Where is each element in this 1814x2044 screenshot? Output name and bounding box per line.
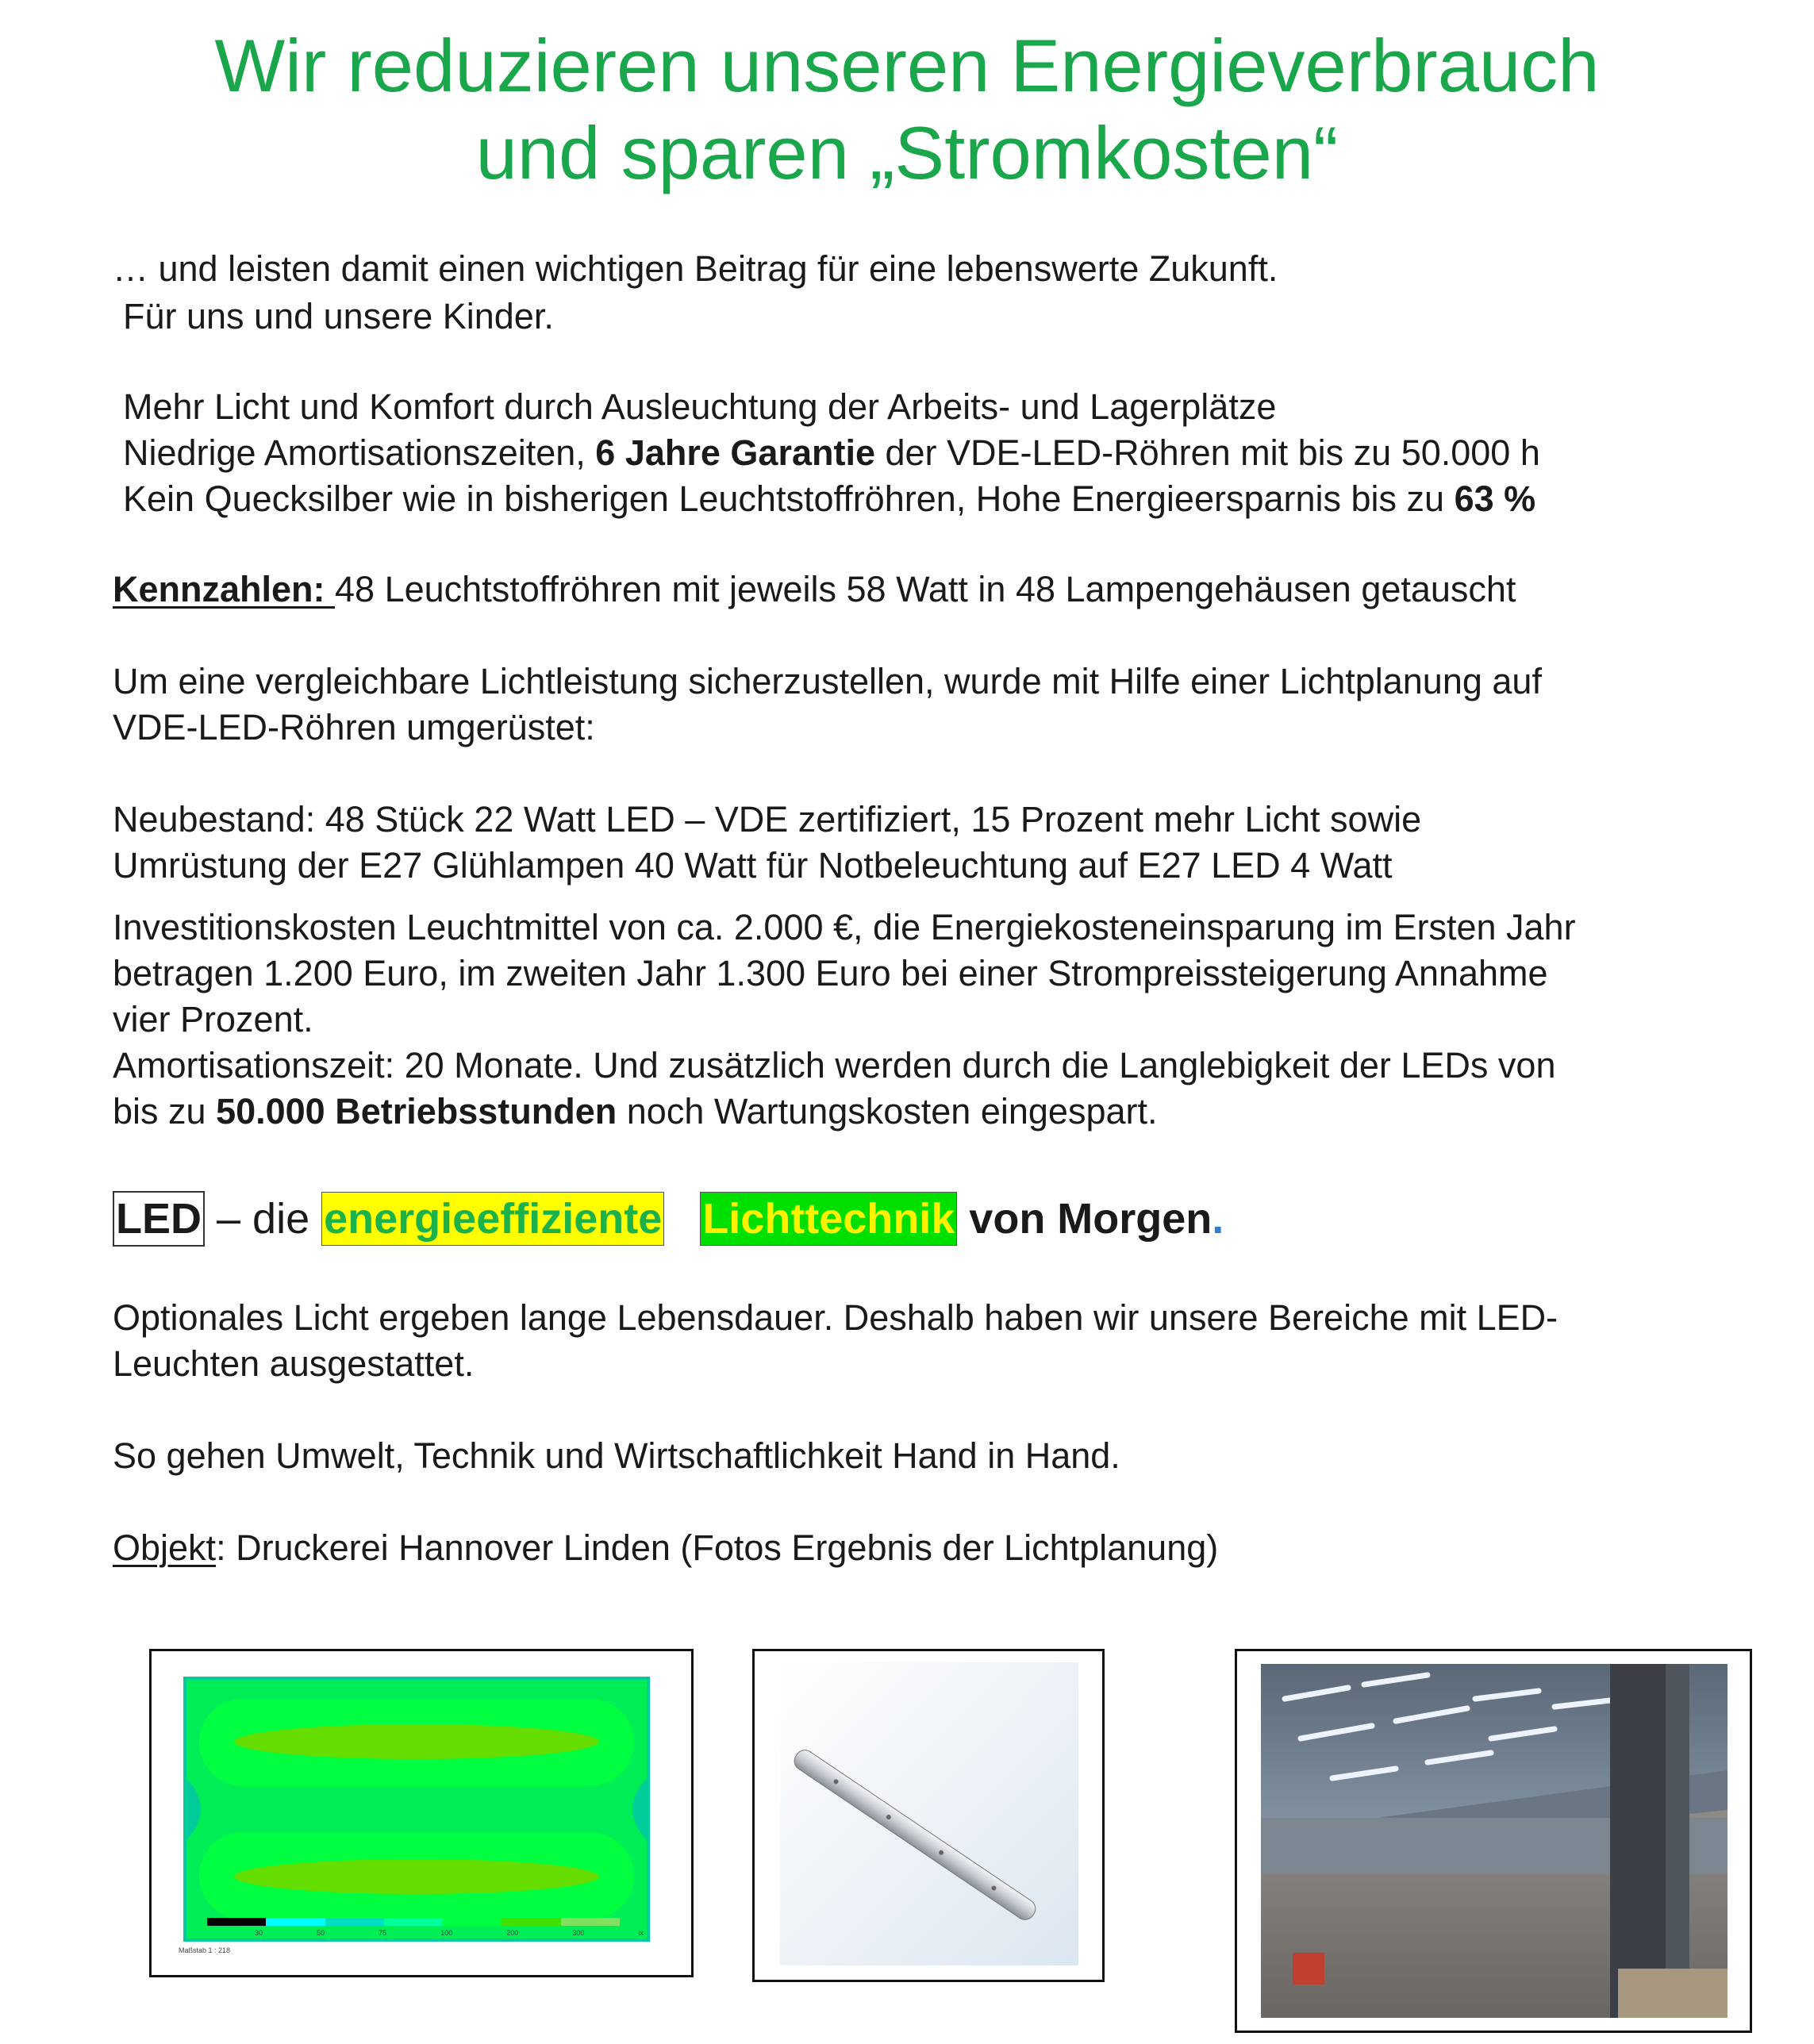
- umwelt-line: So gehen Umwelt, Technik und Wirtschaftlichkeit Hand in Hand.: [113, 1435, 1120, 1476]
- kennzahlen-text: 48 Leuchtstoffröhren mit jeweils 58 Watt in 48 Lampengehäusen getauscht: [335, 569, 1516, 609]
- kennzahlen-label: Kennzahlen:: [113, 569, 336, 609]
- benefit-line-1: Mehr Licht und Komfort durch Ausleuchtung der Arbeits- und Lagerplätze: [123, 386, 1277, 427]
- neubestand-line-1: Neubestand: 48 Stück 22 Watt LED – VDE zertifiziert, 15 Prozent mehr Licht sowie: [113, 799, 1422, 840]
- luminaire-image: [755, 1651, 1102, 1980]
- slogan-energieeffiziente: energieeffiziente: [321, 1192, 664, 1246]
- scale-label: 50: [317, 1929, 325, 1937]
- intro-line-1: … und leisten damit einen wichtigen Beitrag für eine lebenswerte Zukunft.: [113, 248, 1278, 289]
- luminaire-frame: [752, 1649, 1105, 1982]
- slogan-line: [113, 1190, 1224, 1247]
- scale-swatch: [384, 1918, 443, 1926]
- investition-line-4: Amortisationszeit: 20 Monate. Und zusätzlich werden durch die Langlebigkeit der LEDs von: [113, 1045, 1556, 1085]
- lichtleistung-line-1: Um eine vergleichbare Lichtleistung sicherzustellen, wurde mit Hilfe einer Lichtplanung auf: [113, 661, 1542, 701]
- objekt-label: Objekt: [113, 1527, 217, 1568]
- page-title: [0, 22, 1814, 197]
- intro-line-2: Für uns und unsere Kinder.: [123, 296, 554, 336]
- benefit-line-2-rest: der VDE-LED-Röhren mit bis zu 50.000 h: [874, 432, 1540, 473]
- investition-line-2: betragen 1.200 Euro, im zweiten Jahr 1.300 Euro bei einer Strompreissteigerung Annahme: [113, 953, 1548, 993]
- lightplan-image: [152, 1651, 691, 1975]
- scale-label: 30: [255, 1929, 263, 1937]
- scale-swatch: [207, 1918, 266, 1926]
- scale-label: 200: [506, 1929, 519, 1937]
- investition-line-5-text: bis zu: [113, 1091, 217, 1132]
- optional-line-2: Leuchten ausgestattet.: [113, 1343, 475, 1384]
- guarantee-bold: 6 Jahre Garantie: [595, 432, 875, 473]
- slogan-led: LED: [113, 1191, 205, 1247]
- hall-photo-frame: [1235, 1649, 1752, 2033]
- title-line-2: und sparen „Stromkosten“: [475, 111, 1339, 194]
- scale-swatch: [443, 1918, 502, 1926]
- investition-line-3: vier Prozent.: [113, 999, 313, 1039]
- hall-photo: [1237, 1651, 1750, 2031]
- scale-label: 300: [572, 1929, 585, 1937]
- benefit-line-3: [123, 476, 1535, 522]
- lightplan-scale-bar: [207, 1918, 620, 1926]
- title-line-1: Wir reduzieren unseren Energieverbrauch: [214, 24, 1600, 107]
- scale-swatch: [266, 1918, 325, 1926]
- scale-swatch: [502, 1918, 560, 1926]
- scale-label: lx: [638, 1929, 644, 1937]
- objekt-text: : Druckerei Hannover Linden (Fotos Ergebnis der Lichtplanung): [216, 1527, 1219, 1568]
- objekt-line: [113, 1525, 1218, 1571]
- lightplan-scale-labels: [255, 1929, 644, 1937]
- lightplan-massstab: Maßstab 1 : 218: [179, 1946, 231, 1954]
- betriebsstunden-bold: 50.000 Betriebsstunden: [216, 1091, 617, 1132]
- neubestand-line-2: Umrüstung der E27 Glühlampen 40 Watt für Notbeleuchtung auf E27 LED 4 Watt: [113, 845, 1393, 886]
- slogan-dot: .: [1212, 1195, 1224, 1243]
- optional-line-1: Optionales Licht ergeben lange Lebensdauer. Deshalb haben wir unsere Bereiche mit LED-: [113, 1297, 1558, 1338]
- scale-swatch: [561, 1918, 620, 1926]
- slogan-von-morgen: von Morgen: [957, 1195, 1213, 1243]
- lightplan-frame: [149, 1649, 694, 1977]
- benefit-line-3-text: Kein Quecksilber wie in bisherigen Leuchtstoffröhren, Hohe Energieersparnis bis zu: [123, 478, 1455, 519]
- kennzahlen-line: [113, 567, 1516, 613]
- investition-line-5-rest: noch Wartungskosten eingespart.: [617, 1091, 1158, 1132]
- savings-percent: 63 %: [1454, 478, 1536, 519]
- slogan-dash: – die: [205, 1195, 322, 1243]
- scale-swatch: [325, 1918, 384, 1926]
- benefit-line-2-text: Niedrige Amortisationszeiten,: [123, 432, 596, 473]
- lichtleistung-line-2: VDE-LED-Röhren umgerüstet:: [113, 707, 595, 747]
- scale-label: 100: [440, 1929, 453, 1937]
- investition-line-1: Investitionskosten Leuchtmittel von ca. 2.000 €, die Energiekosteneinsparung im Ersten Jahr: [113, 907, 1576, 947]
- scale-label: 75: [379, 1929, 387, 1937]
- benefit-line-2: [123, 430, 1540, 476]
- slogan-lichttechnik: Lichttechnik: [700, 1192, 957, 1246]
- investition-line-5: [113, 1089, 1157, 1135]
